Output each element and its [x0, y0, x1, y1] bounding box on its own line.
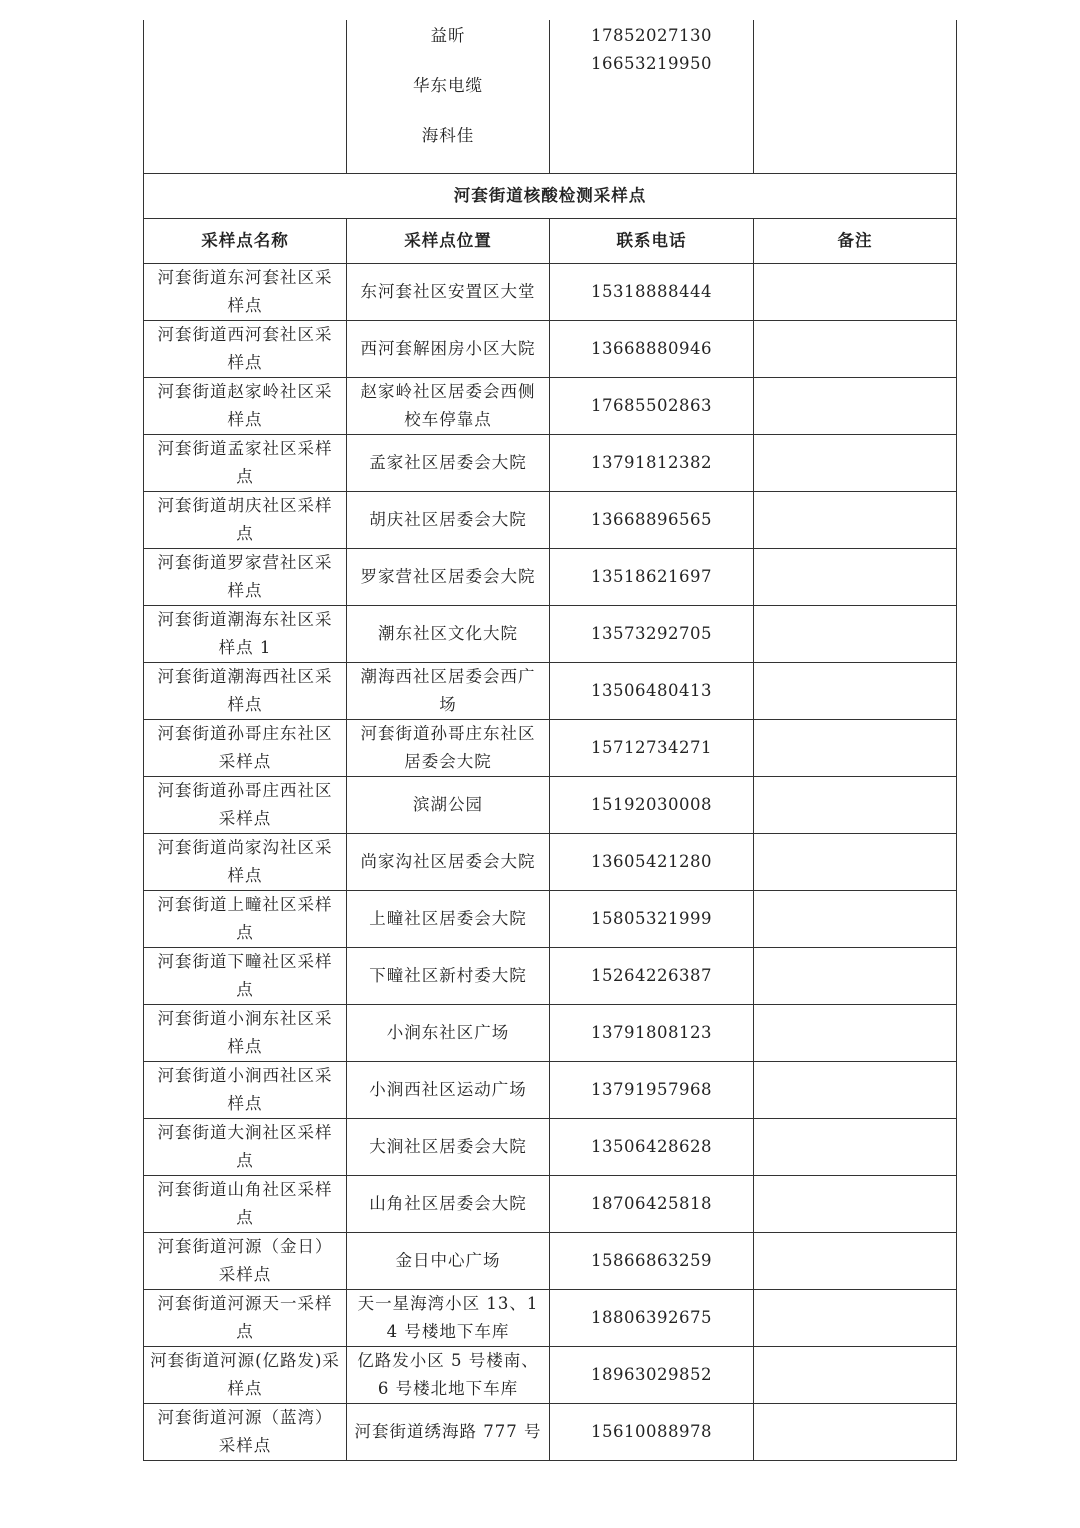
table-row: [144, 435, 957, 492]
sampling-point-note: [754, 834, 957, 891]
sampling-point-name: 河套街道尚家沟社区采样点: [144, 834, 347, 891]
table-row: [144, 1290, 957, 1347]
continued-name: 益昕: [430, 26, 466, 45]
sampling-point-note: [754, 1062, 957, 1119]
section-title: 河套街道核酸检测采样点: [144, 174, 957, 219]
sampling-point-location: 西河套解困房小区大院: [347, 321, 550, 378]
continued-name: 华东电缆: [413, 76, 483, 95]
sampling-point-note: [754, 549, 957, 606]
sampling-point-phone: 13506480413: [550, 663, 754, 720]
continued-name: 海科佳: [421, 126, 475, 145]
sampling-point-note: [754, 948, 957, 1005]
sampling-point-phone: 15805321999: [550, 891, 754, 948]
sampling-point-name: 河套街道西河套社区采样点: [144, 321, 347, 378]
table-row: [144, 720, 957, 777]
sampling-point-note: [754, 321, 957, 378]
sampling-point-phone: 15866863259: [550, 1233, 754, 1290]
sampling-point-location: 潮东社区文化大院: [347, 606, 550, 663]
sampling-point-location: 东河套社区安置区大堂: [347, 264, 550, 321]
sampling-point-note: [754, 435, 957, 492]
sampling-point-phone: 18963029852: [550, 1347, 754, 1404]
sampling-point-phone: 13791812382: [550, 435, 754, 492]
sampling-point-note: [754, 720, 957, 777]
sampling-point-note: [754, 1347, 957, 1404]
column-header-name: 采样点名称: [144, 219, 347, 264]
sampling-point-location: 大涧社区居委会大院: [347, 1119, 550, 1176]
sampling-point-name: 河套街道潮海东社区采样点 1: [144, 606, 347, 663]
sampling-point-location: 上疃社区居委会大院: [347, 891, 550, 948]
sampling-point-location: 下疃社区新村委大院: [347, 948, 550, 1005]
table-row: [144, 948, 957, 1005]
sampling-point-name: 河套街道河源（蓝湾）采样点: [144, 1404, 347, 1461]
column-header-note: 备注: [754, 219, 957, 264]
table-row: [144, 663, 957, 720]
table-row: [144, 1404, 957, 1461]
sampling-point-name: 河套街道河源（金日）采样点: [144, 1233, 347, 1290]
table-row: [144, 1119, 957, 1176]
sampling-point-location: 胡庆社区居委会大院: [347, 492, 550, 549]
sampling-point-location: 小涧东社区广场: [347, 1005, 550, 1062]
column-header-location: 采样点位置: [347, 219, 550, 264]
sampling-points-table: [143, 20, 957, 1461]
table-row: [144, 834, 957, 891]
sampling-point-location: 天一星海湾小区 13、14 号楼地下车库: [347, 1290, 550, 1347]
sampling-point-note: [754, 1404, 957, 1461]
sampling-point-phone: 13791808123: [550, 1005, 754, 1062]
sampling-point-phone: 13791957968: [550, 1062, 754, 1119]
sampling-point-phone: 15712734271: [550, 720, 754, 777]
sampling-point-location: 亿路发小区 5 号楼南、6 号楼北地下车库: [347, 1347, 550, 1404]
sampling-point-phone: 17685502863: [550, 378, 754, 435]
sampling-point-note: [754, 891, 957, 948]
sampling-point-note: [754, 777, 957, 834]
table-row: [144, 777, 957, 834]
sampling-point-name: 河套街道小涧东社区采样点: [144, 1005, 347, 1062]
sampling-point-location: 孟家社区居委会大院: [347, 435, 550, 492]
table-row: [144, 378, 957, 435]
sampling-point-note: [754, 606, 957, 663]
table-row: [144, 264, 957, 321]
table-row: [144, 891, 957, 948]
sampling-point-phone: 13506428628: [550, 1119, 754, 1176]
sampling-point-location: 河套街道绣海路 777 号: [347, 1404, 550, 1461]
sampling-point-name: 河套街道山角社区采样点: [144, 1176, 347, 1233]
sampling-point-location: 滨湖公园: [347, 777, 550, 834]
sampling-point-note: [754, 264, 957, 321]
continued-phones-cell: [550, 20, 754, 174]
sampling-point-location: 赵家岭社区居委会西侧校车停靠点: [347, 378, 550, 435]
sampling-point-name: 河套街道小涧西社区采样点: [144, 1062, 347, 1119]
sampling-point-note: [754, 1005, 957, 1062]
sampling-point-name: 河套街道孙哥庄东社区采样点: [144, 720, 347, 777]
sampling-point-name: 河套街道河源(亿路发)采样点: [144, 1347, 347, 1404]
sampling-point-note: [754, 1119, 957, 1176]
sampling-point-name: 河套街道潮海西社区采样点: [144, 663, 347, 720]
sampling-point-note: [754, 1176, 957, 1233]
sampling-point-name: 河套街道孟家社区采样点: [144, 435, 347, 492]
table-row: [144, 1347, 957, 1404]
sampling-point-phone: 13605421280: [550, 834, 754, 891]
sampling-point-phone: 13518621697: [550, 549, 754, 606]
sampling-point-name: 河套街道孙哥庄西社区采样点: [144, 777, 347, 834]
sampling-point-location: 小涧西社区运动广场: [347, 1062, 550, 1119]
table-row: [144, 549, 957, 606]
sampling-point-phone: 13573292705: [550, 606, 754, 663]
sampling-point-location: 金日中心广场: [347, 1233, 550, 1290]
sampling-point-note: [754, 492, 957, 549]
sampling-point-phone: 15192030008: [550, 777, 754, 834]
sampling-point-phone: 15318888444: [550, 264, 754, 321]
table-row: [144, 492, 957, 549]
sampling-point-location: 尚家沟社区居委会大院: [347, 834, 550, 891]
sampling-point-name: 河套街道赵家岭社区采样点: [144, 378, 347, 435]
sampling-point-phone: 18806392675: [550, 1290, 754, 1347]
sampling-point-note: [754, 1290, 957, 1347]
sampling-point-phone: 15610088978: [550, 1404, 754, 1461]
table-row: [144, 606, 957, 663]
table-row: [144, 1233, 957, 1290]
sampling-point-name: 河套街道东河套社区采样点: [144, 264, 347, 321]
sampling-point-location: 罗家营社区居委会大院: [347, 549, 550, 606]
sampling-point-phone: 13668880946: [550, 321, 754, 378]
continued-names-cell: [347, 20, 550, 174]
sampling-point-name: 河套街道上疃社区采样点: [144, 891, 347, 948]
continued-empty-cell: [144, 20, 347, 174]
sampling-point-phone: 15264226387: [550, 948, 754, 1005]
continued-phone: 16653219950: [591, 54, 712, 73]
continued-row: [144, 20, 957, 174]
sampling-point-phone: 13668896565: [550, 492, 754, 549]
table-row: [144, 321, 957, 378]
continued-note-cell: [754, 20, 957, 174]
sampling-point-note: [754, 378, 957, 435]
table-row: [144, 1062, 957, 1119]
sampling-point-location: 山角社区居委会大院: [347, 1176, 550, 1233]
table-row: [144, 1176, 957, 1233]
sampling-point-name: 河套街道下疃社区采样点: [144, 948, 347, 1005]
sampling-point-name: 河套街道大涧社区采样点: [144, 1119, 347, 1176]
continued-phone: 17852027130: [591, 26, 712, 45]
column-header-phone: 联系电话: [550, 219, 754, 264]
table-row: [144, 1005, 957, 1062]
document-page: [143, 20, 956, 1461]
sampling-point-name: 河套街道胡庆社区采样点: [144, 492, 347, 549]
sampling-point-location: 潮海西社区居委会西广场: [347, 663, 550, 720]
section-title-row: [144, 174, 957, 219]
sampling-point-name: 河套街道河源天一采样点: [144, 1290, 347, 1347]
column-header-row: [144, 219, 957, 264]
sampling-point-name: 河套街道罗家营社区采样点: [144, 549, 347, 606]
sampling-point-location: 河套街道孙哥庄东社区居委会大院: [347, 720, 550, 777]
sampling-point-note: [754, 663, 957, 720]
sampling-point-note: [754, 1233, 957, 1290]
sampling-point-phone: 18706425818: [550, 1176, 754, 1233]
